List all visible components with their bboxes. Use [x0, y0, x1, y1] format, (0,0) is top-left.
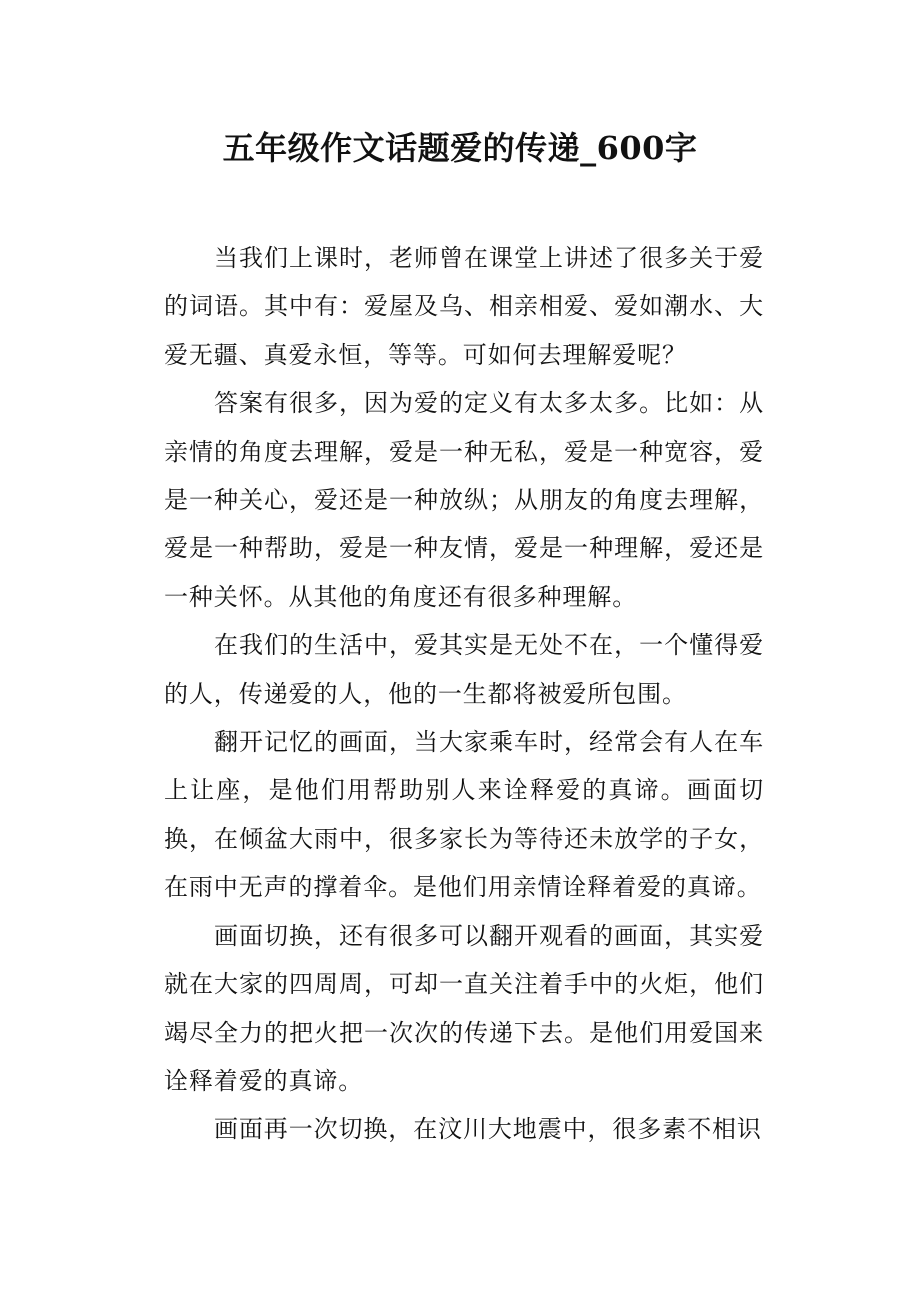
paragraph-6: 画面再一次切换，在汶川大地震中，很多素不相识 — [214, 1115, 762, 1144]
paragraph-4: 翻开记忆的画面，当大家乘车时，经常会有人在车上让座，是他们用帮助别人来诠释爱的真谛。画面切换，在倾盆大雨中，很多家长为等待还未放学的子女，在雨中无声的撑着伞。是他们用亲情诠释着爱的真谛。 — [164, 728, 764, 902]
paragraph-3: 在我们的生活中，爱其实是无处不在，一个懂得爱的人，传递爱的人，他的一生都将被爱所包围。 — [164, 631, 764, 708]
paragraph-1: 当我们上课时，老师曾在课堂上讲述了很多关于爱的词语。其中有：爱屋及乌、相亲相爱、爱如潮水、大爱无疆、真爱永恒，等等。可如何去理解爱呢？ — [164, 244, 764, 369]
document-body — [164, 234, 764, 1154]
paragraph-2: 答案有很多，因为爱的定义有太多太多。比如：从亲情的角度去理解，爱是一种无私，爱是一种宽容，爱是一种关心，爱还是一种放纵；从朋友的角度去理解，爱是一种帮助，爱是一种友情，爱是一种理解，爱还是一种关怀。从其他的角度还有很多种理解。 — [164, 389, 764, 611]
paragraph-5: 画面切换，还有很多可以翻开观看的画面，其实爱就在大家的四周周，可却一直关注着手中的火炬，他们竭尽全力的把火把一次次的传递下去。是他们用爱国来诠释着爱的真谛。 — [164, 921, 764, 1095]
document-title: 五年级作文话题爱的传递_600字 — [222, 129, 698, 167]
